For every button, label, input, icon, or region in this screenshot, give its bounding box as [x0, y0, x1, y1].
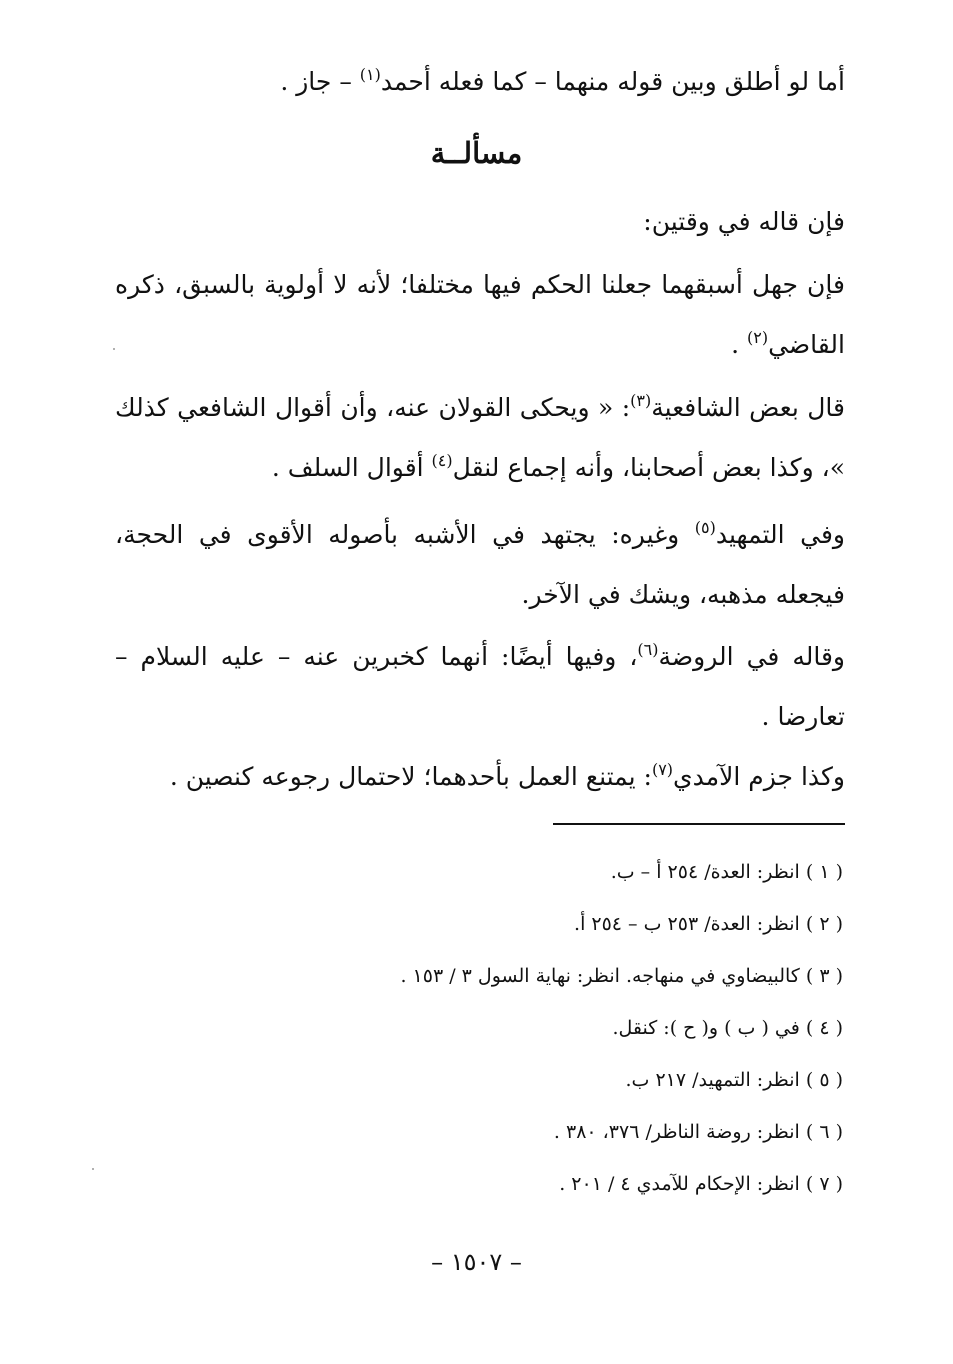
paragraph-4	[115, 505, 845, 625]
footnote-5: ( ٥ ) انظر: التمهيد/ ٢١٧ ب.	[625, 1069, 843, 1091]
opening-line-end: – جاز .	[280, 67, 360, 96]
footnote-2: ( ٢ ) انظر: العدة/ ٢٥٣ ب – ٢٥٤ أ.	[574, 913, 843, 935]
footnote-ref-1: (١)	[359, 65, 381, 84]
footnote-ref-5: (٥)	[694, 518, 716, 537]
opening-line	[115, 52, 845, 112]
scan-speck	[113, 348, 115, 350]
footnote-divider	[553, 823, 845, 825]
footnote-7: ( ٧ ) انظر: الإحكام للآمدي ٤ / ٢٠١ .	[559, 1173, 843, 1195]
paragraph-2-end: .	[731, 330, 747, 359]
paragraph-3	[115, 378, 845, 498]
paragraph-3-text-b: : « ويحكى القولان عنه، وأن أقوال الشافعي كذلك »، وكذا بعض أصحابنا، وأنه إجماع لنقل	[115, 393, 845, 482]
paragraph-5-end: ، وفيها أيضًا: أنهما كخبرين عنه – عليه السلام – تعارضا .	[115, 642, 845, 731]
footnote-3: ( ٣ ) كالبيضاوي في منهاجه. انظر: نهاية السول ٣ / ١٥٣ .	[400, 965, 843, 987]
paragraph-5	[115, 627, 845, 747]
paragraph-6-text: وكذا جزم الآمدي	[673, 762, 845, 791]
footnote-1: ( ١ ) انظر: العدة/ ٢٥٤ أ – ب.	[610, 861, 843, 883]
paragraph-5-text: وقاله في الروضة	[658, 642, 845, 671]
paragraph-4-text: وفي التمهيد	[715, 520, 846, 549]
opening-line-text: أما لو أطلق وبين قوله منهما – كما فعله أحمد	[380, 67, 845, 96]
footnote-6: ( ٦ ) انظر: روضة الناظر/ ٣٧٦، ٣٨٠ .	[553, 1121, 843, 1143]
page-number: – ١٥٠٧ –	[431, 1248, 522, 1276]
paragraph-6	[115, 747, 845, 807]
footnote-ref-4: (٤)	[431, 451, 453, 470]
paragraph-3-text-c: أقوال السلف .	[271, 453, 432, 482]
scan-speck	[92, 1168, 94, 1170]
paragraph-2-text: فإن جهل أسبقهما جعلنا الحكم فيها مختلفا؛ لأنه لا أولوية بالسبق، ذكره القاضي	[115, 270, 845, 359]
footnote-ref-2: (٢)	[747, 328, 769, 347]
footnote-ref-3: (٣)	[630, 391, 652, 410]
footnote-4: ( ٤ ) في ( ب ) و( ح ): كنقل.	[612, 1017, 843, 1039]
paragraph-1: فإن قاله في وقتين:	[643, 207, 845, 236]
footnotes-list	[323, 846, 843, 1210]
paragraph-2	[115, 255, 845, 375]
paragraph-6-end: : يمتنع العمل بأحدهما؛ لاحتمال رجوعه كنصين .	[169, 762, 652, 791]
paragraph-3-text-a: قال بعض الشافعية	[651, 393, 845, 422]
footnote-ref-7: (٧)	[651, 760, 674, 779]
footnote-ref-6: (٦)	[637, 640, 659, 659]
section-heading: مسألــة	[430, 136, 523, 170]
paragraph-4-end: وغيره: يجتهد في الأشبه بأصوله الأقوى في الحجة، فيجعله مذهبه، ويشك في الآخر.	[115, 520, 845, 609]
